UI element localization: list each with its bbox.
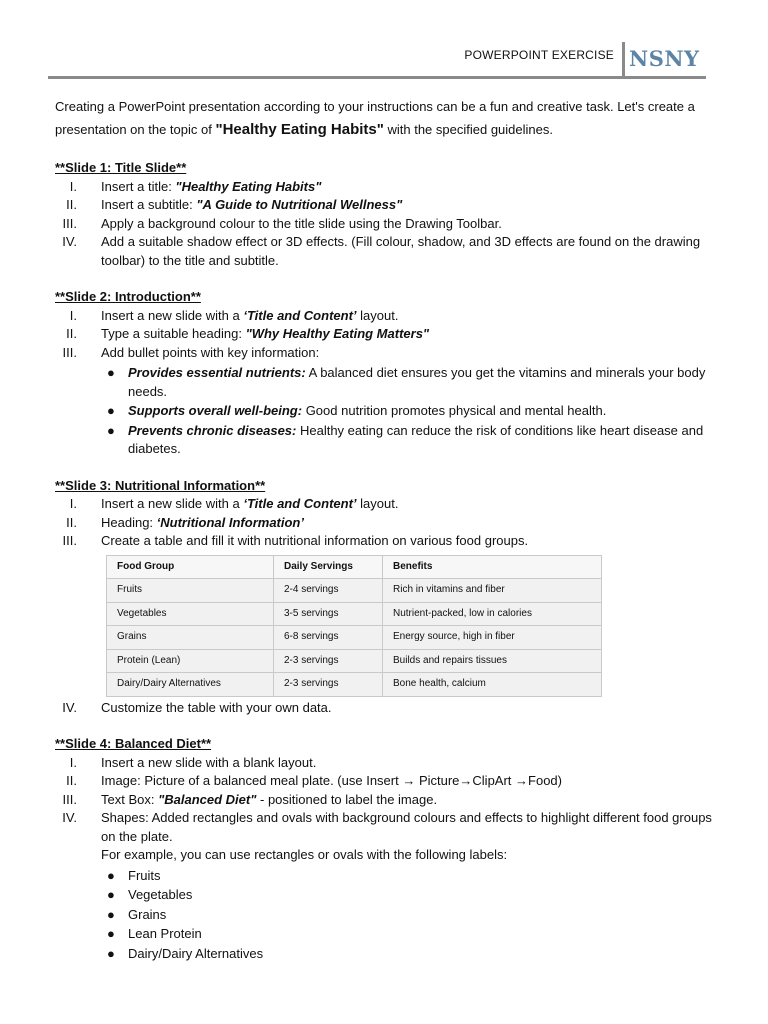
step-item: [55, 495, 715, 514]
document-body: [55, 95, 715, 981]
step-emphasis: ‘Title and Content’: [243, 496, 357, 511]
bullet-item: [101, 402, 715, 421]
table-row: [107, 602, 602, 626]
step-item: [55, 754, 715, 773]
step-emphasis: "Healthy Eating Habits": [175, 178, 322, 194]
bullet-text: A balanced diet ensures you get the vitamins and minerals your body needs.: [128, 365, 706, 399]
intro-text: Creating a PowerPoint presentation according to your instructions can be a fun and creative task. Let's create a presentation on the topic of: [55, 99, 695, 137]
header-divider: [622, 42, 625, 78]
bullet-term: Provides essential nutrients:: [128, 365, 306, 380]
table-cell: Bone health, calcium: [383, 673, 602, 697]
table-row: [107, 579, 602, 603]
table-cell: Builds and repairs tissues: [383, 649, 602, 673]
slide2-heading: **Slide 2: Introduction**: [55, 289, 201, 304]
table-cell: 2-3 servings: [274, 649, 383, 673]
slide3-heading: **Slide 3: Nutritional Information**: [55, 477, 266, 493]
column-header: Food Group: [107, 555, 274, 579]
slide3-section: [55, 477, 715, 718]
step-number: I.: [69, 496, 77, 511]
step-text: Image: Picture of a balanced meal plate. (use Insert → Picture→ClipArt →Food): [101, 773, 562, 788]
bullet-dot-icon: ●: [107, 926, 115, 941]
step-text: Add a suitable shadow effect or 3D effects. (Fill colour, shadow, and 3D effects are found on the drawing toolbar) to the title and subtitle.: [101, 234, 701, 268]
bullet-term: Prevents chronic diseases:: [128, 422, 297, 438]
bullet-item: [101, 925, 715, 944]
bullet-text: Healthy eating can reduce the risk of conditions like heart disease and diabetes.: [128, 422, 704, 456]
slide2-steps: [55, 307, 715, 459]
bullet-dot-icon: ●: [107, 403, 115, 418]
bullet-text: Grains: [128, 906, 167, 922]
step-item: [55, 215, 715, 234]
bullet-dot-icon: ●: [107, 887, 115, 902]
step-text-end: - positioned to label the image.: [256, 791, 438, 807]
table-cell: Dairy/Dairy Alternatives: [107, 673, 274, 697]
step-text: Text Box:: [101, 791, 159, 807]
step-emphasis: ‘Nutritional Information’: [156, 514, 304, 530]
step-text: Insert a new slide with a blank layout.: [101, 754, 317, 770]
slide2-section: [55, 288, 715, 459]
header-logo: NSNY: [629, 46, 700, 71]
bullet-text: Good nutrition promotes physical and mental health.: [302, 403, 607, 418]
bullet-text: Lean Protein: [128, 926, 202, 941]
step-text: Insert a new slide with a: [101, 496, 244, 511]
header-title: POWERPOINT EXERCISE: [464, 48, 614, 62]
column-header: Benefits: [383, 555, 602, 579]
table-cell: 3-5 servings: [274, 602, 383, 626]
step-text: Add bullet points with key information:: [101, 344, 320, 360]
step-item: [55, 344, 715, 459]
bullet-item: [101, 906, 715, 925]
bullet-item: [101, 364, 715, 401]
step-number: III.: [62, 344, 77, 360]
table-cell: Grains: [107, 626, 274, 650]
bullet-dot-icon: ●: [107, 906, 115, 922]
step-number: II.: [66, 326, 77, 341]
bullet-item: [101, 886, 715, 905]
step-item: [55, 233, 715, 270]
example-line: For example, you can use rectangles or ovals with the following labels:: [101, 847, 508, 862]
step-number: I.: [69, 307, 77, 323]
step-text: Type a suitable heading:: [101, 326, 246, 341]
bullet-dot-icon: ●: [107, 422, 115, 438]
step-item: [55, 772, 715, 791]
bullet-text: Fruits: [128, 867, 161, 883]
bullet-dot-icon: ●: [107, 867, 115, 883]
slide3-steps: [55, 495, 715, 551]
intro-text-end: with the specified guidelines.: [383, 122, 553, 137]
slide4-heading: **Slide 4: Balanced Diet**: [55, 736, 212, 751]
step-item: [55, 809, 715, 963]
slide3-steps-continued: [55, 699, 715, 718]
table-cell: 6-8 servings: [274, 626, 383, 650]
intro-paragraph: [55, 95, 715, 141]
slide4-steps: [55, 754, 715, 964]
bullet-dot-icon: ●: [107, 365, 115, 380]
step-text-end: layout.: [356, 307, 399, 323]
slide1-steps: [55, 178, 715, 271]
header-rule: [48, 76, 706, 79]
step-number: III.: [62, 533, 77, 548]
bullet-item: [101, 945, 715, 964]
step-emphasis: ‘Title and Content’: [243, 307, 357, 323]
step-item: [55, 514, 715, 533]
step-item: [55, 325, 715, 344]
slide1-section: [55, 159, 715, 270]
table-cell: Energy source, high in fiber: [383, 626, 602, 650]
step-number: II.: [66, 773, 77, 788]
step-number: I.: [69, 178, 77, 194]
step-text: Apply a background colour to the title slide using the Drawing Toolbar.: [101, 215, 502, 231]
step-number: III.: [62, 215, 77, 231]
bullet-term: Supports overall well-being:: [128, 403, 303, 418]
step-text: Insert a new slide with a: [101, 307, 244, 323]
table-cell: Protein (Lean): [107, 649, 274, 673]
step-number: IV.: [62, 699, 77, 715]
table-row: [107, 649, 602, 673]
table-cell: Fruits: [107, 579, 274, 603]
step-item: [55, 791, 715, 810]
table-row: [107, 673, 602, 697]
step-number: II.: [66, 197, 77, 212]
page-header: [48, 40, 706, 80]
step-text: Insert a title:: [101, 178, 176, 194]
step-number: IV.: [62, 810, 77, 825]
step-text: Create a table and fill it with nutritional information on various food groups.: [101, 533, 529, 548]
slide1-heading: **Slide 1: Title Slide**: [55, 160, 187, 175]
table-cell: Nutrient-packed, low in calories: [383, 602, 602, 626]
table-cell: Rich in vitamins and fiber: [383, 579, 602, 603]
step-emphasis: "Why Healthy Eating Matters": [245, 326, 430, 341]
step-emphasis: "Balanced Diet": [158, 791, 257, 807]
step-number: IV.: [62, 234, 77, 249]
slide4-section: [55, 735, 715, 963]
step-item: [55, 307, 715, 326]
step-text: Heading:: [101, 514, 157, 530]
bullet-dot-icon: ●: [107, 945, 115, 961]
slide2-bullets: [101, 364, 715, 459]
step-text-end: layout.: [356, 496, 399, 511]
step-text: Shapes: Added rectangles and ovals with background colours and effects to highlight different food groups on the plate.: [101, 810, 712, 844]
nutrition-table: [106, 555, 602, 697]
slide4-labels: [101, 867, 715, 964]
step-emphasis: "A Guide to Nutritional Wellness": [196, 197, 403, 212]
column-header: Daily Servings: [274, 555, 383, 579]
step-item: [55, 178, 715, 197]
step-item: [55, 532, 715, 551]
step-text: Customize the table with your own data.: [101, 699, 332, 715]
table-cell: 2-3 servings: [274, 673, 383, 697]
bullet-text: Vegetables: [128, 887, 193, 902]
bullet-item: [101, 422, 715, 459]
step-item: [55, 196, 715, 215]
step-number: III.: [62, 791, 77, 807]
step-text: Insert a subtitle:: [101, 197, 197, 212]
table-header-row: [107, 555, 602, 579]
table-cell: 2-4 servings: [274, 579, 383, 603]
step-number: I.: [69, 754, 77, 770]
table-cell: Vegetables: [107, 602, 274, 626]
step-number: II.: [66, 514, 77, 530]
table-row: [107, 626, 602, 650]
bullet-item: [101, 867, 715, 886]
bullet-text: Dairy/Dairy Alternatives: [128, 945, 264, 961]
step-item: [55, 699, 715, 718]
intro-topic: "Healthy Eating Habits": [215, 121, 384, 138]
